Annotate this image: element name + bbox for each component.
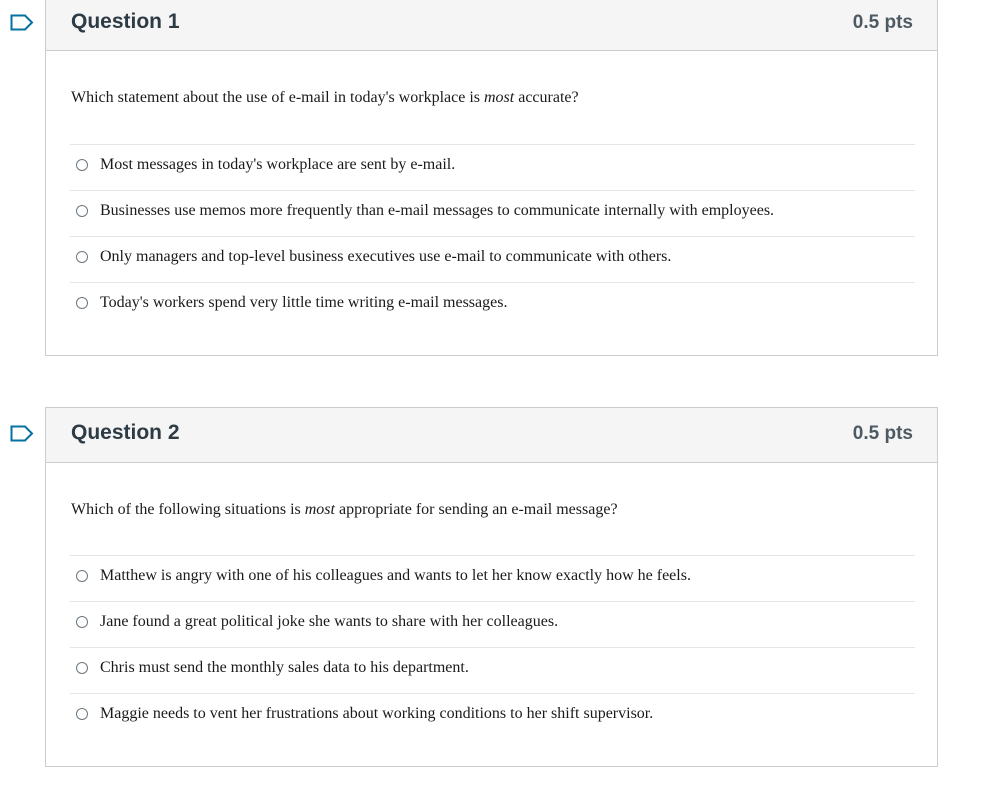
answer-label: Matthew is angry with one of his colleagues and wants to let her know exactly how he feels. <box>100 567 691 584</box>
answer-list <box>70 555 915 739</box>
radio-button-icon[interactable] <box>76 708 88 720</box>
answer-option[interactable] <box>70 282 915 328</box>
radio-button-icon[interactable] <box>76 616 88 628</box>
answer-label: Only managers and top-level business executives use e-mail to communicate with others. <box>100 248 672 265</box>
question-1 <box>45 0 938 356</box>
answer-label: Most messages in today's workplace are sent by e-mail. <box>100 156 456 173</box>
answer-label: Chris must send the monthly sales data to his department. <box>100 659 469 676</box>
radio-button-icon[interactable] <box>76 297 88 309</box>
answer-option[interactable] <box>70 144 915 190</box>
radio-button-icon[interactable] <box>76 159 88 171</box>
flag-question-icon[interactable] <box>10 14 34 31</box>
radio-button-icon[interactable] <box>76 251 88 263</box>
radio-button-icon[interactable] <box>76 205 88 217</box>
question-title: Question 1 <box>71 10 180 33</box>
prompt-text: appropriate for sending an e-mail message? <box>334 501 618 518</box>
answer-option[interactable] <box>70 236 915 282</box>
answer-label: Maggie needs to vent her frustrations about working conditions to her shift supervisor. <box>100 705 654 722</box>
radio-button-icon[interactable] <box>76 662 88 674</box>
radio-button-icon[interactable] <box>76 570 88 582</box>
question-points: 0.5 pts <box>852 12 913 33</box>
question-prompt <box>71 501 618 519</box>
question-header <box>46 408 937 463</box>
answer-label: Businesses use memos more frequently than e-mail messages to communicate internally with employees. <box>100 202 775 219</box>
question-2 <box>45 407 938 767</box>
answer-option[interactable] <box>70 693 915 739</box>
answer-option[interactable] <box>70 647 915 693</box>
question-header <box>46 0 937 51</box>
prompt-emphasis: most <box>304 501 335 518</box>
flag-question-icon[interactable] <box>10 425 34 442</box>
prompt-text: Which statement about the use of e-mail in today's workplace is <box>71 89 484 106</box>
question-prompt <box>71 89 579 107</box>
answer-list <box>70 144 915 328</box>
answer-option[interactable] <box>70 555 915 601</box>
prompt-emphasis: most <box>483 89 515 106</box>
question-points: 0.5 pts <box>852 423 913 444</box>
answer-label: Today's workers spend very little time writing e-mail messages. <box>100 294 508 311</box>
prompt-text: Which of the following situations is <box>71 501 305 518</box>
answer-option[interactable] <box>70 190 915 236</box>
prompt-text: accurate? <box>514 89 579 106</box>
answer-option[interactable] <box>70 601 915 647</box>
answer-label: Jane found a great political joke she wants to share with her colleagues. <box>100 613 559 630</box>
question-title: Question 2 <box>71 421 180 444</box>
